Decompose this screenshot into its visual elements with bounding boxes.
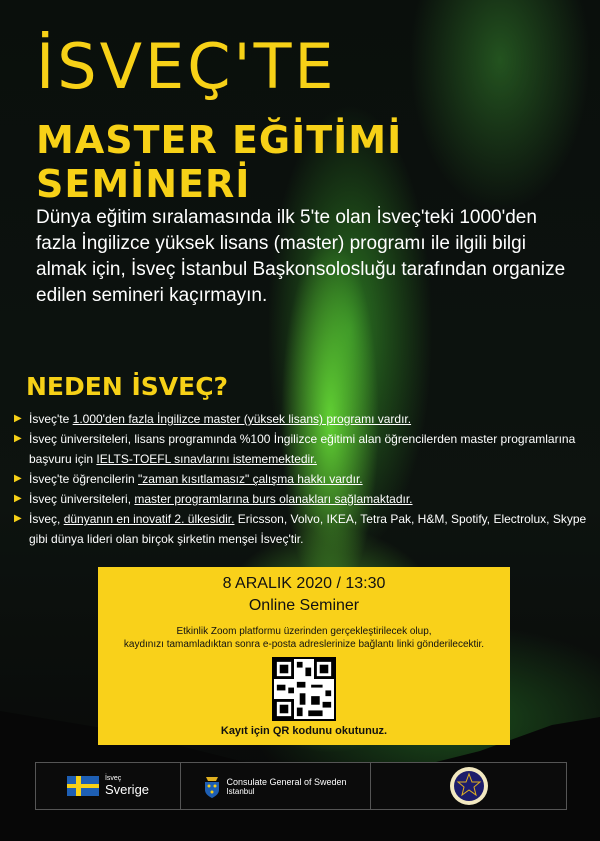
bullet-highlight: dünyanın en inovatif 2. ülkesidir. bbox=[63, 512, 235, 526]
sweden-logo bbox=[36, 763, 181, 809]
event-date: 8 ARALIK 2020 / 13:30 bbox=[222, 575, 386, 592]
event-description bbox=[98, 625, 510, 651]
bullet-highlight: master programlarına burs olanakları sağlamaktadır. bbox=[134, 492, 413, 506]
list-item bbox=[14, 509, 594, 549]
sponsor-footer bbox=[35, 762, 567, 810]
bullet-highlight: IELTS-TOEFL sınavlarını istememektedir. bbox=[96, 452, 317, 466]
triangle-bullet-icon: ▶ bbox=[14, 473, 22, 484]
consulate-city: Istanbul bbox=[226, 786, 255, 796]
bullet-text: İsveç üniversiteleri, bbox=[29, 492, 135, 506]
list-item bbox=[14, 469, 594, 489]
list-item bbox=[14, 429, 594, 469]
consulate-name: Consulate General of Sweden bbox=[226, 776, 347, 787]
why-heading: NEDEN İSVEÇ? bbox=[26, 372, 229, 401]
triangle-bullet-icon: ▶ bbox=[14, 493, 22, 504]
event-type: Online Seminer bbox=[248, 597, 360, 614]
bullet-text: İsveç'te bbox=[29, 412, 73, 426]
triangle-bullet-icon: ▶ bbox=[14, 433, 22, 444]
sweden-big-text: Sverige bbox=[104, 782, 150, 797]
university-seal-icon bbox=[449, 766, 489, 806]
qr-code[interactable] bbox=[272, 657, 336, 721]
list-item bbox=[14, 409, 594, 429]
bullet-text: İsveç'te öğrencilerin bbox=[29, 472, 139, 486]
bullet-highlight: 1.000'den fazla İngilizce master (yüksek lisans) programı vardır. bbox=[72, 412, 412, 426]
event-desc-line: Etkinlik Zoom platformu üzerinden gerçekleştirilecek olup, bbox=[176, 626, 432, 637]
bullet-text: İsveç, bbox=[29, 512, 64, 526]
bullet-text-tail: Ericsson, Volvo, IKEA, Tetra Pak, H&M, Spotify, Electrolux, Skype gibi dünya lideri olan birçok şirketin menşei İsveç'tir. bbox=[29, 512, 587, 546]
event-desc-line: kaydınızı tamamladıktan sonra e-posta adreslerinize bağlantı linki gönderilecektir. bbox=[123, 639, 485, 650]
bullet-text: İsveç üniversiteleri, lisans programında %100 İngilizce eğitimi alan öğrencilerden master programlarına başvuru için bbox=[29, 432, 576, 466]
list-item bbox=[14, 489, 594, 509]
triangle-bullet-icon: ▶ bbox=[14, 513, 22, 524]
triangle-bullet-icon: ▶ bbox=[14, 413, 22, 424]
swedish-crest-icon bbox=[204, 773, 220, 799]
bullet-highlight: "zaman kısıtlamasız" çalışma hakkı vardır. bbox=[138, 472, 363, 486]
intro-text: Dünya eğitim sıralamasında ilk 5'te olan İsveç'teki 1000'den fazla İngilizce yüksek lisans (master) programı ile ilgili bilgi almak için, İsveç İstanbul Başkonsolosluğu tarafından organize edilen semineri kaçırmayın. bbox=[36, 207, 566, 306]
reasons-list bbox=[14, 409, 594, 549]
sweden-small-text: İsveç bbox=[104, 775, 122, 782]
poster-title: İSVEÇ'TE bbox=[36, 30, 337, 103]
poster-subtitle: MASTER EĞİTİMİ SEMİNERİ bbox=[36, 118, 403, 206]
consulate-logo bbox=[181, 763, 371, 809]
event-info-box bbox=[98, 567, 510, 745]
university-logo bbox=[371, 763, 566, 809]
swedish-flag-icon bbox=[67, 776, 99, 796]
qr-code-icon bbox=[274, 659, 334, 719]
qr-instruction: Kayıt için QR kodunu okutunuz. bbox=[220, 725, 388, 737]
